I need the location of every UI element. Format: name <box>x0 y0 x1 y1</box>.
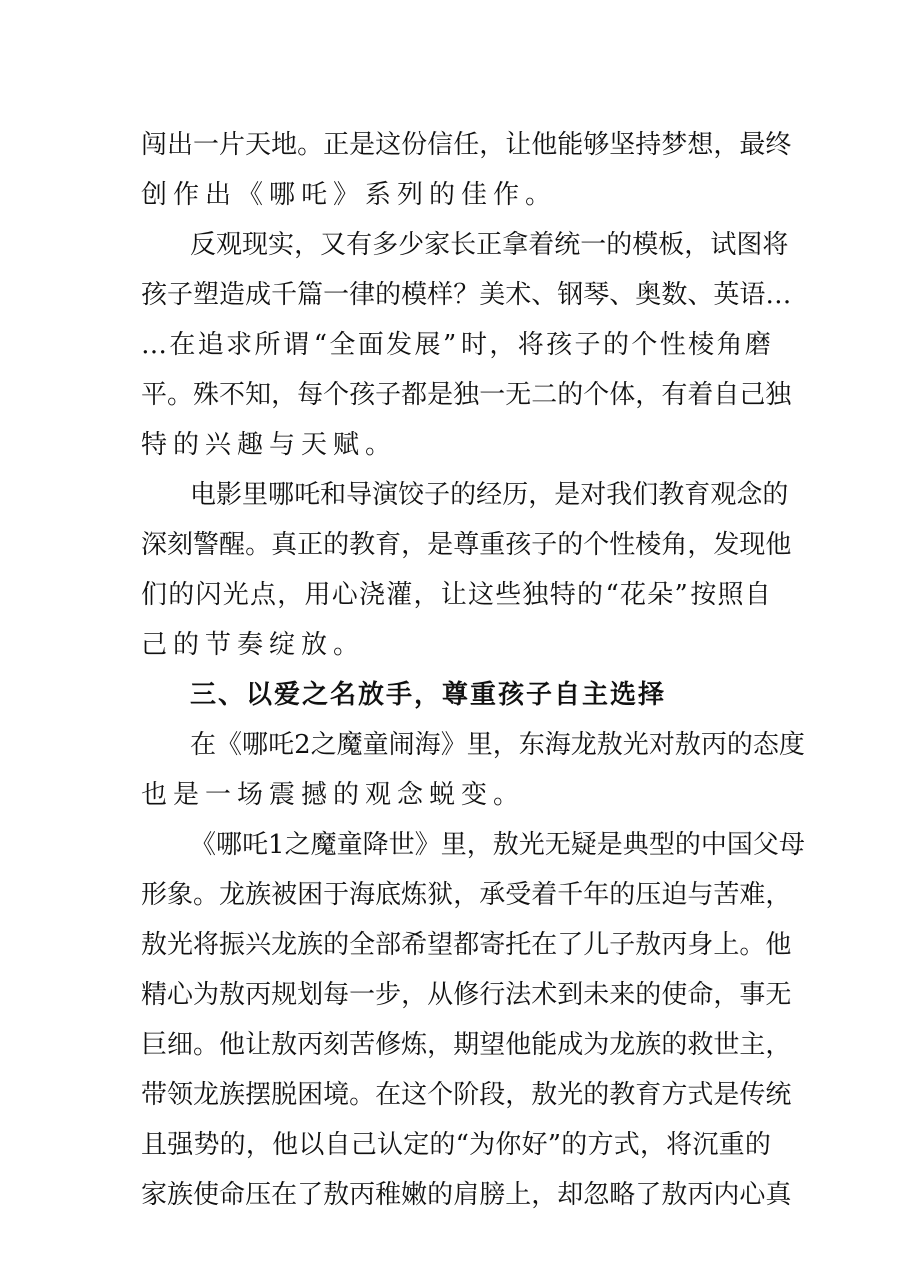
text-line: 也是一场震撼的观念蜕变。 <box>141 780 526 810</box>
text-line: 敖 光 将 振 兴 龙 族 的 全 部 希 望 都 寄 托 在 了 儿 子 敖 丙 身 上 。 他 <box>141 930 792 960</box>
text-line: 特的兴趣与天赋。 <box>141 430 398 460</box>
section-heading: 三、以爱之名放手，尊重孩子自主选择 <box>190 680 667 710</box>
text-line: 精 心 为 敖 丙 规 划 每 一 步 ， 从 修 行 法 术 到 未 来 的 使 命 ， 事 无 <box>141 980 792 1010</box>
text-line: 深 刻 警 醒 。 真 正 的 教 育 ， 是 尊 重 孩 子 的 个 性 棱 角 ， 发 现 他 <box>141 530 792 560</box>
text-line: 巨 细 。 他 让 敖 丙 刻 苦 修 炼 ， 期 望 他 能 成 为 龙 族 的 救 世 主 ， <box>141 1030 792 1060</box>
text-line: 家 族 使 命 压 在 了 敖 丙 稚 嫩 的 肩 膀 上 ， 却 忽 略 了 敖 丙 内 心 真 <box>141 1180 792 1210</box>
text-line: 闯 出 一 片 天 地 。 正 是 这 份 信 任 ， 让 他 能 够 坚 持 梦 想 ， 最 终 <box>141 130 792 160</box>
text-line: 平 。 殊 不 知 ， 每 个 孩 子 都 是 独 一 无 二 的 个 体 ， 有 着 自 己 独 <box>141 380 792 410</box>
text-line: 创作出《哪吒》系列的佳作。 <box>141 180 558 210</box>
text-line: 《 哪 吒 1 之 魔 童 降 世 》 里 ， 敖 光 无 疑 是 典 型 的 中 国 父 母 <box>190 830 805 860</box>
text-line: … 在 追 求 所 谓 “ 全 面 发 展 ” 时 ， 将 孩 子 的 个 性 棱 角 磨 <box>141 330 771 360</box>
text-line: 带 领 龙 族 摆 脱 困 境 。 在 这 个 阶 段 ， 敖 光 的 教 育 方 式 是 传 统 <box>141 1080 792 1110</box>
text-line: 且 强 势 的 ， 他 以 自 己 认 定 的 “ 为 你 好 ” 的 方 式 ， 将 沉 重 的 <box>141 1130 771 1160</box>
text-line: 电 影 里 哪 吒 和 导 演 饺 子 的 经 历 ， 是 对 我 们 教 育 观 念 的 <box>190 480 789 510</box>
text-line: 形 象 。 龙 族 被 困 于 海 底 炼 狱 ， 承 受 着 千 年 的 压 迫 与 苦 难 ， <box>141 880 792 910</box>
text-line: 反 观 现 实 ， 又 有 多 少 家 长 正 拿 着 统 一 的 模 板 ， 试 图 将 <box>190 230 789 260</box>
text-line: 孩 子 塑 造 成 千 篇 一 律 的 模 样 ？ 美 术 、 钢 琴 、 奥 数 、 英 语 … <box>141 280 792 310</box>
text-line: 己的节奏绽放。 <box>141 630 366 660</box>
text-line: 在 《 哪 吒 2 之 魔 童 闹 海 》 里 ， 东 海 龙 敖 光 对 敖 丙 的 态 度 <box>190 730 805 760</box>
text-line: 们 的 闪 光 点 ， 用 心 浇 灌 ， 让 这 些 独 特 的 “ 花 朵 ” 按 照 自 <box>141 580 771 610</box>
